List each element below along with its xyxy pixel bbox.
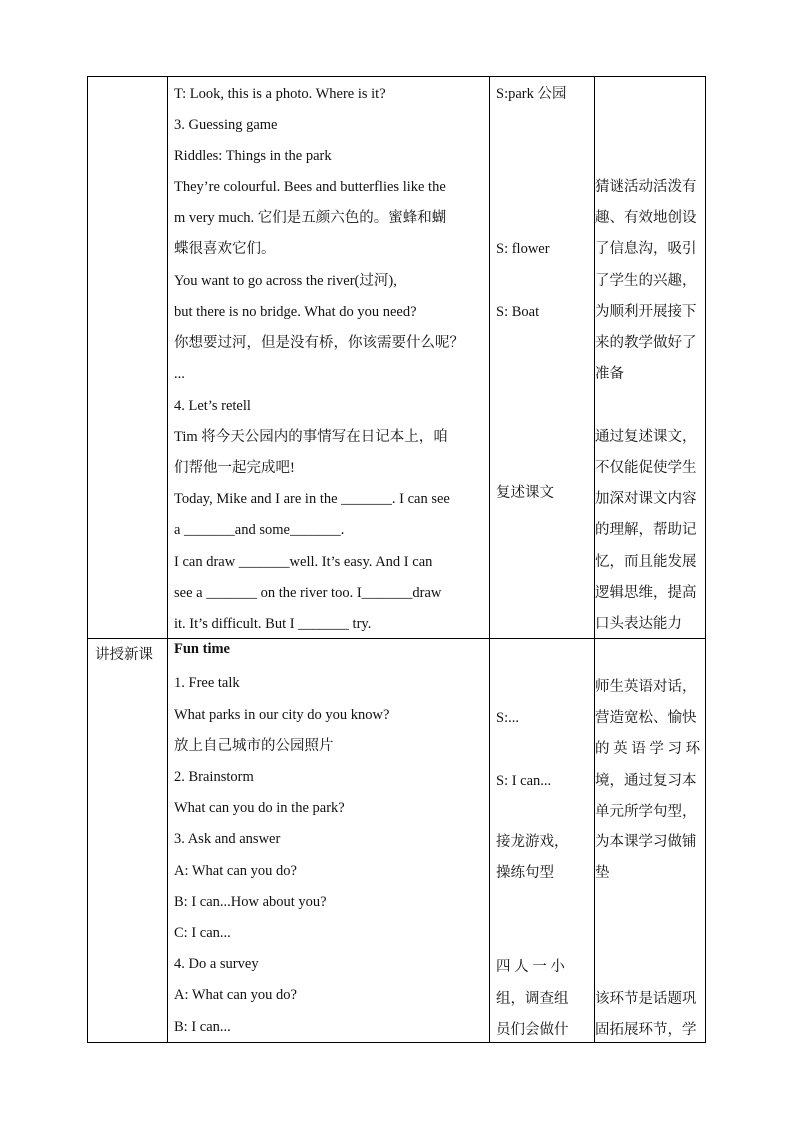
- student-line: 组，调查组: [496, 991, 569, 1007]
- teacher-line: m very much. 它们是五颜六色的。蜜蜂和蝴: [174, 210, 447, 226]
- purpose-line: 趣、有效地创设: [595, 210, 697, 226]
- student-line: S: flower: [496, 241, 550, 257]
- purpose-line: 为本课学习做铺: [595, 834, 697, 850]
- student-line: S:...: [496, 710, 519, 726]
- purpose-line: 了学生的兴趣，: [595, 273, 697, 289]
- teacher-line: Tim 将今天公园内的事情写在日记本上，咱: [174, 429, 448, 445]
- teacher-line: They’re colourful. Bees and butterflies like the: [174, 179, 446, 195]
- teacher-line: 放上自己城市的公园照片: [174, 738, 334, 754]
- teacher-line: 3. Guessing game: [174, 117, 278, 133]
- teacher-line: What can you do in the park?: [174, 800, 345, 816]
- teacher-line: Today, Mike and I are in the _______. I can see: [174, 491, 450, 507]
- teacher-line: What parks in our city do you know?: [174, 707, 390, 723]
- student-line: S:park 公园: [496, 86, 567, 102]
- purpose-line: 猜谜活动活泼有: [595, 179, 697, 195]
- purpose-line: 加深对课文内容: [595, 491, 697, 507]
- teacher-line: A: What can you do?: [174, 863, 297, 879]
- student-line: 四 人 一 小: [496, 959, 565, 975]
- teacher-line: B: I can...: [174, 1019, 231, 1035]
- purpose-line: 该环节是话题巩: [595, 991, 697, 1007]
- section-heading: Fun time: [174, 641, 230, 657]
- teacher-line: I can draw _______well. It’s easy. And I can: [174, 554, 433, 570]
- column-divider: [489, 77, 490, 1042]
- purpose-line: 不仅能促使学生: [595, 460, 697, 476]
- student-line: 复述课文: [496, 485, 554, 501]
- row-divider: [88, 638, 705, 639]
- teacher-line: B: I can...How about you?: [174, 894, 327, 910]
- teacher-line: ...: [174, 366, 185, 382]
- purpose-line: 营造宽松、愉快: [595, 710, 697, 726]
- purpose-line: 逻辑思维，提高: [595, 585, 697, 601]
- teacher-line: see a _______ on the river too. I_______draw: [174, 585, 442, 601]
- teacher-line: T: Look, this is a photo. Where is it?: [174, 86, 386, 102]
- purpose-line: 来的教学做好了: [595, 335, 697, 351]
- teacher-line: 4. Let’s retell: [174, 398, 251, 414]
- purpose-line: 口头表达能力: [595, 616, 682, 632]
- lesson-plan-table: [87, 76, 706, 1043]
- teacher-line: 们帮他一起完成吧!: [174, 460, 295, 476]
- teacher-line: a _______and some_______.: [174, 522, 345, 538]
- purpose-line: 单元所学句型，: [595, 804, 697, 820]
- student-line: 操练句型: [496, 865, 554, 881]
- purpose-line: 境，通过复习本: [595, 773, 697, 789]
- student-line: 接龙游戏，: [496, 834, 569, 850]
- purpose-line: 为顺利开展接下: [595, 304, 697, 320]
- teacher-line: 蝶很喜欢它们。: [174, 241, 276, 257]
- teacher-line: 1. Free talk: [174, 675, 240, 691]
- teacher-line: You want to go across the river(过河),: [174, 273, 397, 289]
- teacher-line: 你想要过河，但是没有桥，你该需要什么呢？: [174, 335, 464, 351]
- purpose-line: 了信息沟，吸引: [595, 241, 697, 257]
- purpose-line: 师生英语对话，: [595, 679, 697, 695]
- section-label: 讲授新课: [95, 647, 153, 663]
- purpose-line: 垫: [595, 865, 610, 881]
- teacher-line: 2. Brainstorm: [174, 769, 254, 785]
- purpose-line: 忆，而且能发展: [595, 554, 697, 570]
- student-line: S: I can...: [496, 773, 552, 789]
- teacher-line: A: What can you do?: [174, 987, 297, 1003]
- teacher-line: C: I can...: [174, 925, 231, 941]
- purpose-line: 通过复述课文，: [595, 429, 697, 445]
- purpose-line: 固拓展环节，学: [595, 1022, 697, 1038]
- teacher-line: but there is no bridge. What do you need?: [174, 304, 417, 320]
- purpose-line: 的 英 语 学 习 环: [595, 741, 701, 757]
- teacher-line: it. It’s difficult. But I _______ try.: [174, 616, 372, 632]
- teacher-line: 3. Ask and answer: [174, 831, 281, 847]
- teacher-line: Riddles: Things in the park: [174, 148, 332, 164]
- purpose-line: 的理解，帮助记: [595, 522, 697, 538]
- student-line: S: Boat: [496, 304, 540, 320]
- purpose-line: 准备: [595, 366, 624, 382]
- student-line: 员们会做什: [496, 1022, 569, 1038]
- column-divider: [167, 77, 168, 1042]
- teacher-line: 4. Do a survey: [174, 956, 259, 972]
